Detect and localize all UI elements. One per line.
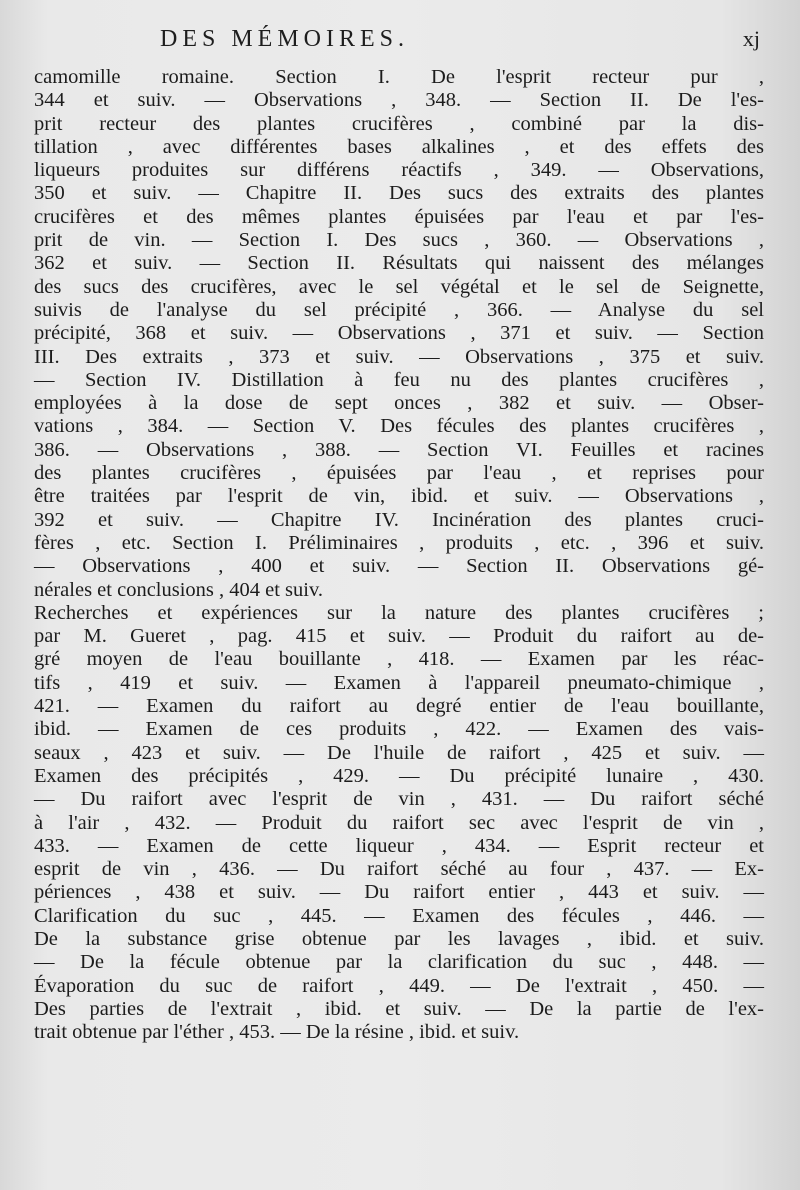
text-line: fères , etc. Section I. Préliminaires , produits , etc. , 396 et suiv. (34, 531, 764, 554)
text-line: seaux , 423 et suiv. — De l'huile de raifort , 425 et suiv. — (34, 741, 764, 764)
text-line: précipité, 368 et suiv. — Observations , 371 et suiv. — Section (34, 322, 764, 345)
running-title: DES MÉMOIRES. (160, 26, 410, 52)
text-line: — De la fécule obtenue par la clarification du suc , 448. — (34, 951, 764, 974)
text-line: des sucs des crucifères, avec le sel végétal et le sel de Seignette, (34, 275, 764, 298)
text-line: camomille romaine. Section I. De l'esprit recteur pur , (34, 66, 764, 88)
text-line: III. Des extraits , 373 et suiv. — Observations , 375 et suiv. (34, 345, 764, 368)
text-line: 350 et suiv. — Chapitre II. Des sucs des extraits des plantes (34, 182, 764, 205)
text-line: suivis de l'analyse du sel précipité , 366. — Analyse du sel (34, 298, 764, 321)
text-line: Des parties de l'extrait , ibid. et suiv. — De la partie de l'ex- (34, 997, 764, 1020)
text-line: — Section IV. Distillation à feu nu des plantes crucifères , (34, 368, 764, 391)
text-line: 421. — Examen du raifort au degré entier de l'eau bouillante, (34, 695, 764, 718)
text-line: Clarification du suc , 445. — Examen des fécules , 446. — (34, 904, 764, 927)
text-line: Évaporation du suc de raifort , 449. — De l'extrait , 450. — (34, 974, 764, 997)
text-line: trait obtenue par l'éther , 453. — De la résine , ibid. et suiv. (34, 1021, 520, 1044)
text-line: à l'air , 432. — Produit du raifort sec avec l'esprit de vin , (34, 811, 764, 834)
text-line: Recherches et expériences sur la nature des plantes crucifères ; (34, 601, 764, 624)
paragraph (34, 66, 764, 602)
text-line: 362 et suiv. — Section II. Résultats qui naissent des mélanges (34, 252, 764, 275)
text-line: 386. — Observations , 388. — Section VI. Feuilles et racines (34, 438, 764, 461)
text-line: — Observations , 400 et suiv. — Section II. Observations gé- (34, 555, 764, 578)
text-line: 344 et suiv. — Observations , 348. — Section II. De l'es- (34, 89, 764, 112)
text-line: être traitées par l'esprit de vin, ibid. et suiv. — Observations , (34, 485, 764, 508)
text-line: 392 et suiv. — Chapitre IV. Incinération des plantes cruci- (34, 508, 764, 531)
text-line: crucifères et des mêmes plantes épuisées par l'eau et par l'es- (34, 205, 764, 228)
text-line: Examen des précipités , 429. — Du précipité lunaire , 430. (34, 764, 764, 787)
text-line: périences , 438 et suiv. — Du raifort entier , 443 et suiv. — (34, 881, 764, 904)
page-number: xj (742, 26, 760, 51)
text-line: ibid. — Examen de ces produits , 422. — Examen des vais- (34, 718, 764, 741)
text-line: De la substance grise obtenue par les lavages , ibid. et suiv. (34, 927, 764, 950)
paragraph (34, 602, 764, 1045)
page-header (0, 22, 800, 62)
text-line: prit de vin. — Section I. Des sucs , 360. — Observations , (34, 229, 764, 252)
text-line: esprit de vin , 436. — Du raifort séché au four , 437. — Ex- (34, 858, 764, 881)
page-body (34, 66, 764, 1044)
text-line: vations , 384. — Section V. Des fécules des plantes crucifères , (34, 415, 764, 438)
text-line: — Du raifort avec l'esprit de vin , 431. — Du raifort séché (34, 788, 764, 811)
text-line: des plantes crucifères , épuisées par l'eau , et reprises pour (34, 462, 764, 485)
text-line: nérales et conclusions , 404 et suiv. (34, 578, 324, 601)
text-line: 433. — Examen de cette liqueur , 434. — Esprit recteur et (34, 834, 764, 857)
text-line: par M. Gueret , pag. 415 et suiv. — Produit du raifort au de- (34, 625, 764, 648)
text-line: prit recteur des plantes crucifères , combiné par la dis- (34, 112, 764, 135)
text-line: liqueurs produites sur différens réactifs , 349. — Observations, (34, 159, 764, 182)
text-line: gré moyen de l'eau bouillante , 418. — Examen par les réac- (34, 648, 764, 671)
text-line: tifs , 419 et suiv. — Examen à l'appareil pneumato-chimique , (34, 671, 764, 694)
text-line: tillation , avec différentes bases alkalines , et des effets des (34, 135, 764, 158)
text-line: employées à la dose de sept onces , 382 et suiv. — Obser- (34, 392, 764, 415)
